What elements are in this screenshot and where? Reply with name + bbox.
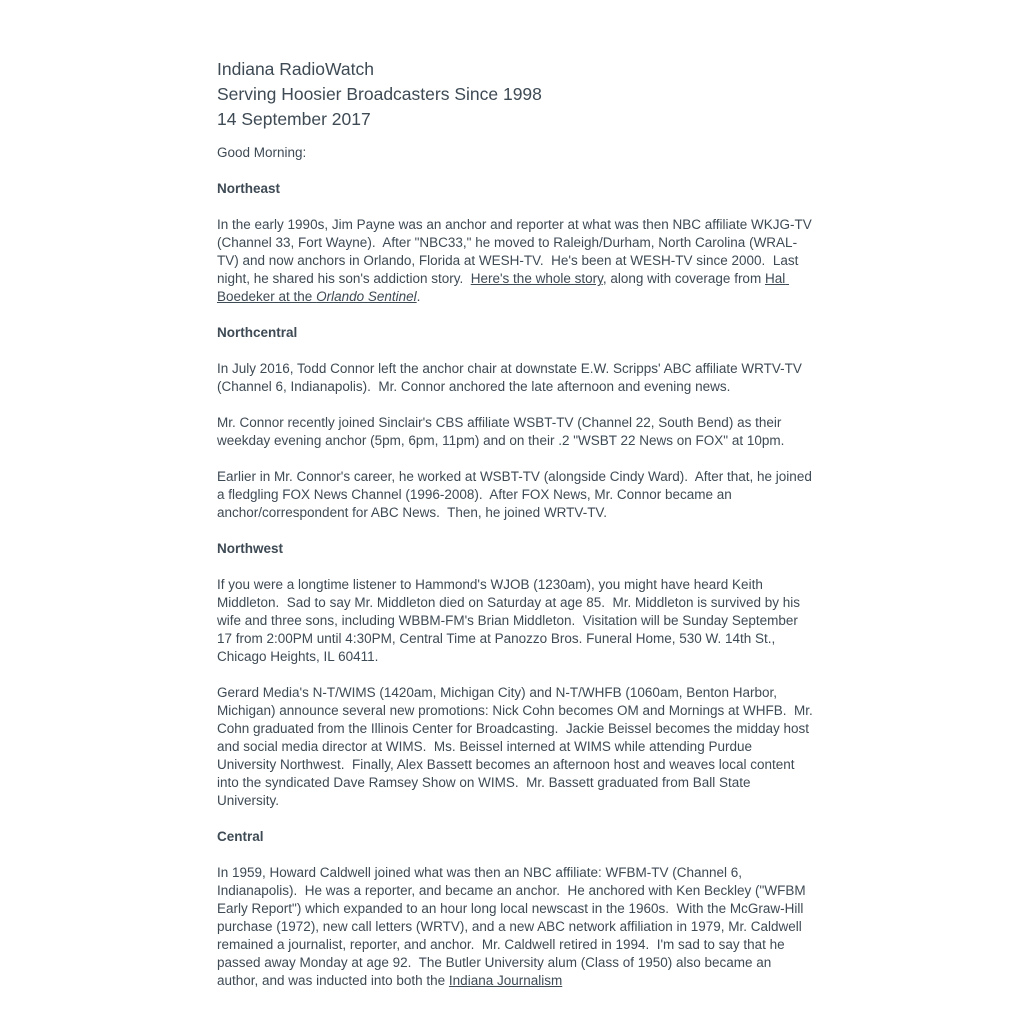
paragraph-northwest-2: Gerard Media's N-T/WIMS (1420am, Michigan City) and N-T/WHFB (1060am, Benton Harbor, Michigan) announce several new promotions: Nick Cohn becomes OM and Mornings at WHFB. Mr. Cohn graduated from the Illinois Center for Broadcasting. Jackie Beissel becomes the midday host and social media director at WIMS. Ms. Beissel interned at WIMS while attending Purdue University Northwest. Finally, Alex Bassett becomes an afternoon host and weaves local content into the syndicated Dave Ramsey Show on WIMS. Mr. Bassett graduated from Ball State University. [217, 685, 817, 808]
issue-date: 14 September 2017 [217, 109, 371, 129]
text-run: , along with coverage from [602, 271, 765, 286]
greeting: Good Morning: [217, 145, 307, 160]
paragraph-central-1 [217, 864, 814, 990]
link-text-italic: Orlando Sentinel [316, 289, 417, 304]
section-heading-northeast: Northeast [217, 181, 281, 196]
paragraph-northcentral-3: Earlier in Mr. Connor's career, he worked at WSBT-TV (alongside Cindy Ward). After that, he joined a fledgling FOX News Channel (1996-2008). After FOX News, Mr. Connor became an anchor/correspondent for ABC News. Then, he joined WRTV-TV. [217, 469, 816, 520]
paragraph-northcentral-2: Mr. Connor recently joined Sinclair's CBS affiliate WSBT-TV (Channel 22, South Bend) as their weekday evening anchor (5pm, 6pm, 11pm) and on their .2 "WSBT 22 News on FOX" at 10pm. [217, 415, 786, 448]
paragraph-northcentral-1: In July 2016, Todd Connor left the anchor chair at downstate E.W. Scripps' ABC affiliate WRTV-TV (Channel 6, Indianapolis). Mr. Connor anchored the late afternoon and evening news. [217, 361, 806, 394]
newsletter-title: Indiana RadioWatch [217, 59, 374, 79]
section-heading-central: Central [217, 829, 264, 844]
link-text-run: Hal Boedeker at the [217, 271, 789, 304]
text-run: In 1959, Howard Caldwell joined what was then an NBC affiliate: WFBM-TV (Channel 6, Indianapolis). He was a reporter, and became an anchor. He anchored with Ken Beckley ("WFBM Early Report") which expanded to an hour long local newscast in the 1960s. With the McGraw-Hill purchase (1972), new call letters (WRTV), and a new ABC network affiliation in 1979, Mr. Caldwell remained a journalist, reporter, and anchor. Mr. Caldwell retired in 1994. I'm sad to say that he passed away Monday at age 92. The Butler University alum (Class of 1950) also became an author, and was inducted into both the [217, 865, 810, 988]
link-indiana-journalism[interactable]: Indiana Journalism [448, 973, 563, 988]
newsletter-tagline: Serving Hoosier Broadcasters Since 1998 [217, 84, 542, 104]
newsletter-page [217, 57, 817, 1008]
text-run: In the early 1990s, Jim Payne was an anchor and reporter at what was then NBC affiliate WKJG-TV (Channel 33, Fort Wayne). After "NBC33," he moved to Raleigh/Durham, North Carolina (WRAL-TV) and now anchors in Orlando, Florida at WESH-TV. He's been at WESH-TV since 2000. Last night, he shared his son's addiction story. [217, 217, 816, 286]
paragraph-northeast-1 [217, 216, 814, 306]
text-run: . [416, 289, 421, 304]
section-heading-northwest: Northwest [217, 541, 284, 556]
link-whole-story[interactable]: Here's the whole story [470, 271, 603, 286]
paragraph-northwest-1: If you were a longtime listener to Hammond's WJOB (1230am), you might have heard Keith Middleton. Sad to say Mr. Middleton died on Saturday at age 85. Mr. Middleton is survived by his wife and three sons, including WBBM-FM's Brian Middleton. Visitation will be Sunday September 17 from 2:00PM until 4:30PM, Central Time at Panozzo Bros. Funeral Home, 530 W. 14th St., Chicago Heights, IL 60411. [217, 577, 804, 664]
section-heading-northcentral: Northcentral [217, 325, 298, 340]
masthead [217, 57, 814, 132]
